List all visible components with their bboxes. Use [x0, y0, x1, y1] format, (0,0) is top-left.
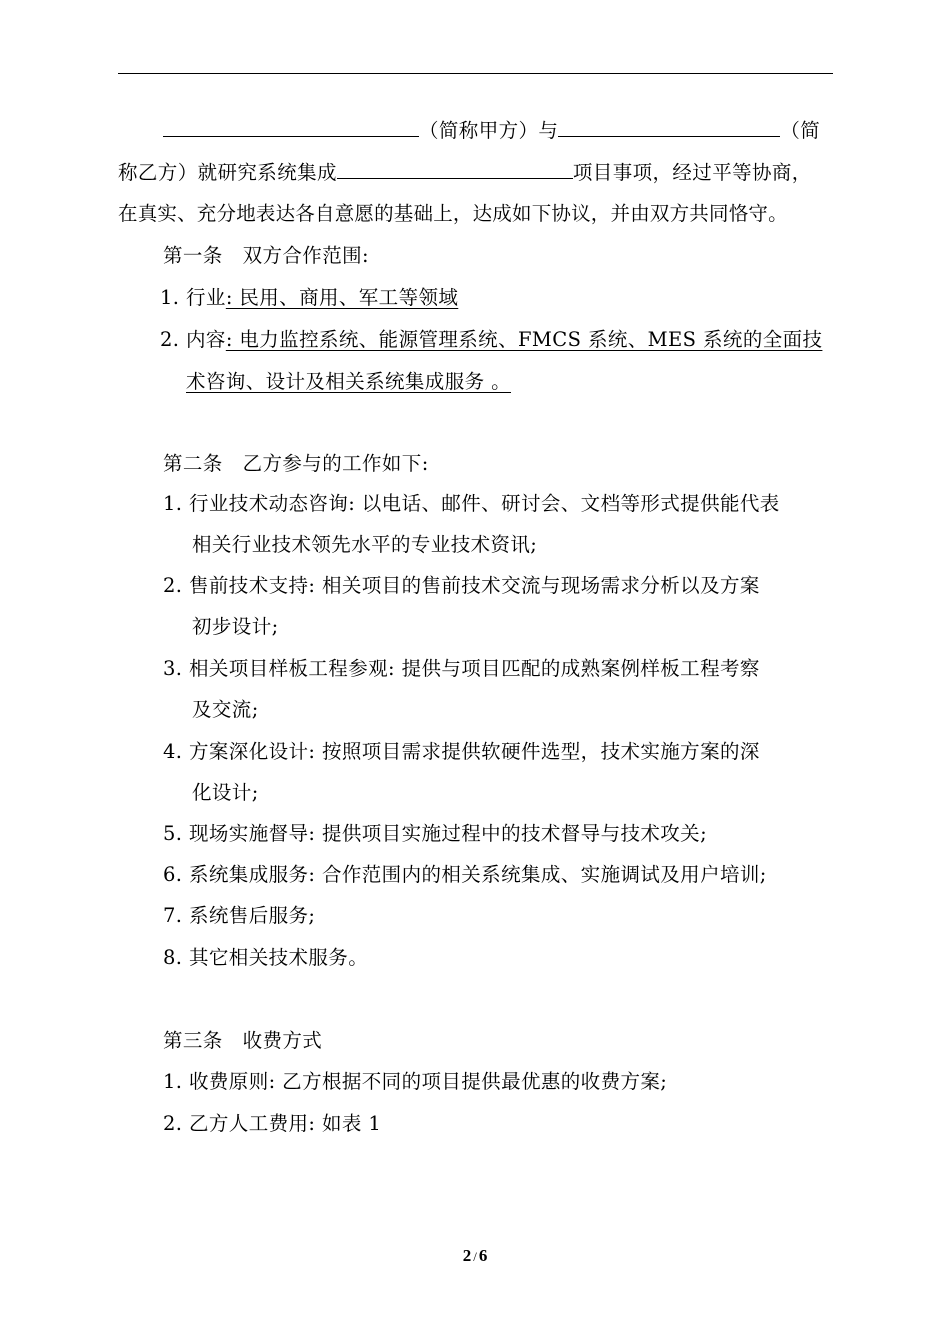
- article-1-heading: 第一条 双方合作范围:: [163, 244, 369, 267]
- article-2-item: 1. 行业技术动态咨询: 以电话、邮件、研讨会、文档等形式提供能代表: [163, 492, 780, 515]
- page-separator: /: [473, 1249, 477, 1264]
- party-b-blank: [558, 116, 780, 137]
- article-1-item-2-label: 2. 内容: [160, 328, 226, 351]
- article-1-item-2-cont: [186, 368, 511, 396]
- article-2-item-cont: 初步设计;: [192, 615, 279, 638]
- article-2-item-cont: 化设计;: [192, 781, 259, 804]
- article-2-item: 4. 方案深化设计: 按照项目需求提供软硬件选型，技术实施方案的深: [163, 740, 760, 763]
- article-2-item: 6. 系统集成服务: 合作范围内的相关系统集成、实施调试及用户培训;: [163, 863, 767, 886]
- article-1-item-2-value: : 电力监控系统、能源管理系统、FMCS 系统、MES 系统的全面技: [225, 328, 823, 351]
- article-2-item: 2. 售前技术支持: 相关项目的售前技术交流与现场需求分析以及方案: [163, 574, 760, 597]
- page-current: 2: [462, 1246, 472, 1265]
- article-2-item: 5. 现场实施督导: 提供项目实施过程中的技术督导与技术攻关;: [163, 822, 708, 845]
- page-total: 6: [478, 1246, 488, 1265]
- page-number: [0, 1246, 950, 1266]
- intro-line-1-a: （简称甲方）与: [419, 119, 559, 142]
- header-rule: [118, 73, 833, 74]
- party-a-blank: [163, 116, 419, 137]
- article-1-item-2: [160, 326, 822, 354]
- intro-line-3: 在真实、充分地表达各自意愿的基础上，达成如下协议，并由双方共同恪守。: [118, 202, 788, 225]
- article-1-item-1-value: : 民用、商用、军工等领域: [225, 286, 459, 309]
- article-1-item-2-value-cont: 术咨询、设计及相关系统集成服务 。: [186, 370, 511, 393]
- intro-line-1-b: （简: [780, 119, 821, 142]
- intro-line-2-b: 项目事项，经过平等协商，: [572, 161, 812, 184]
- article-2-item: 3. 相关项目样板工程参观: 提供与项目匹配的成熟案例样板工程考察: [163, 657, 760, 680]
- article-2-item: 7. 系统售后服务;: [163, 904, 316, 927]
- article-3-item: 2. 乙方人工费用: 如表 1: [163, 1112, 382, 1135]
- project-blank: [337, 158, 573, 179]
- article-3-heading: 第三条 收费方式: [163, 1029, 323, 1052]
- intro-line-1: [163, 116, 820, 145]
- article-3-item: 1. 收费原则: 乙方根据不同的项目提供最优惠的收费方案;: [163, 1070, 668, 1093]
- article-2-item-cont: 及交流;: [192, 698, 259, 721]
- article-1-item-1-label: 1. 行业: [160, 286, 226, 309]
- article-2-item-cont: 相关行业技术领先水平的专业技术资讯;: [192, 533, 538, 556]
- article-2-heading: 第二条 乙方参与的工作如下:: [163, 452, 429, 475]
- intro-line-2-a: 称乙方）就研究系统集成: [118, 161, 337, 184]
- intro-line-2: [118, 158, 812, 187]
- article-2-item: 8. 其它相关技术服务。: [163, 946, 369, 969]
- article-1-item-1: [160, 284, 458, 312]
